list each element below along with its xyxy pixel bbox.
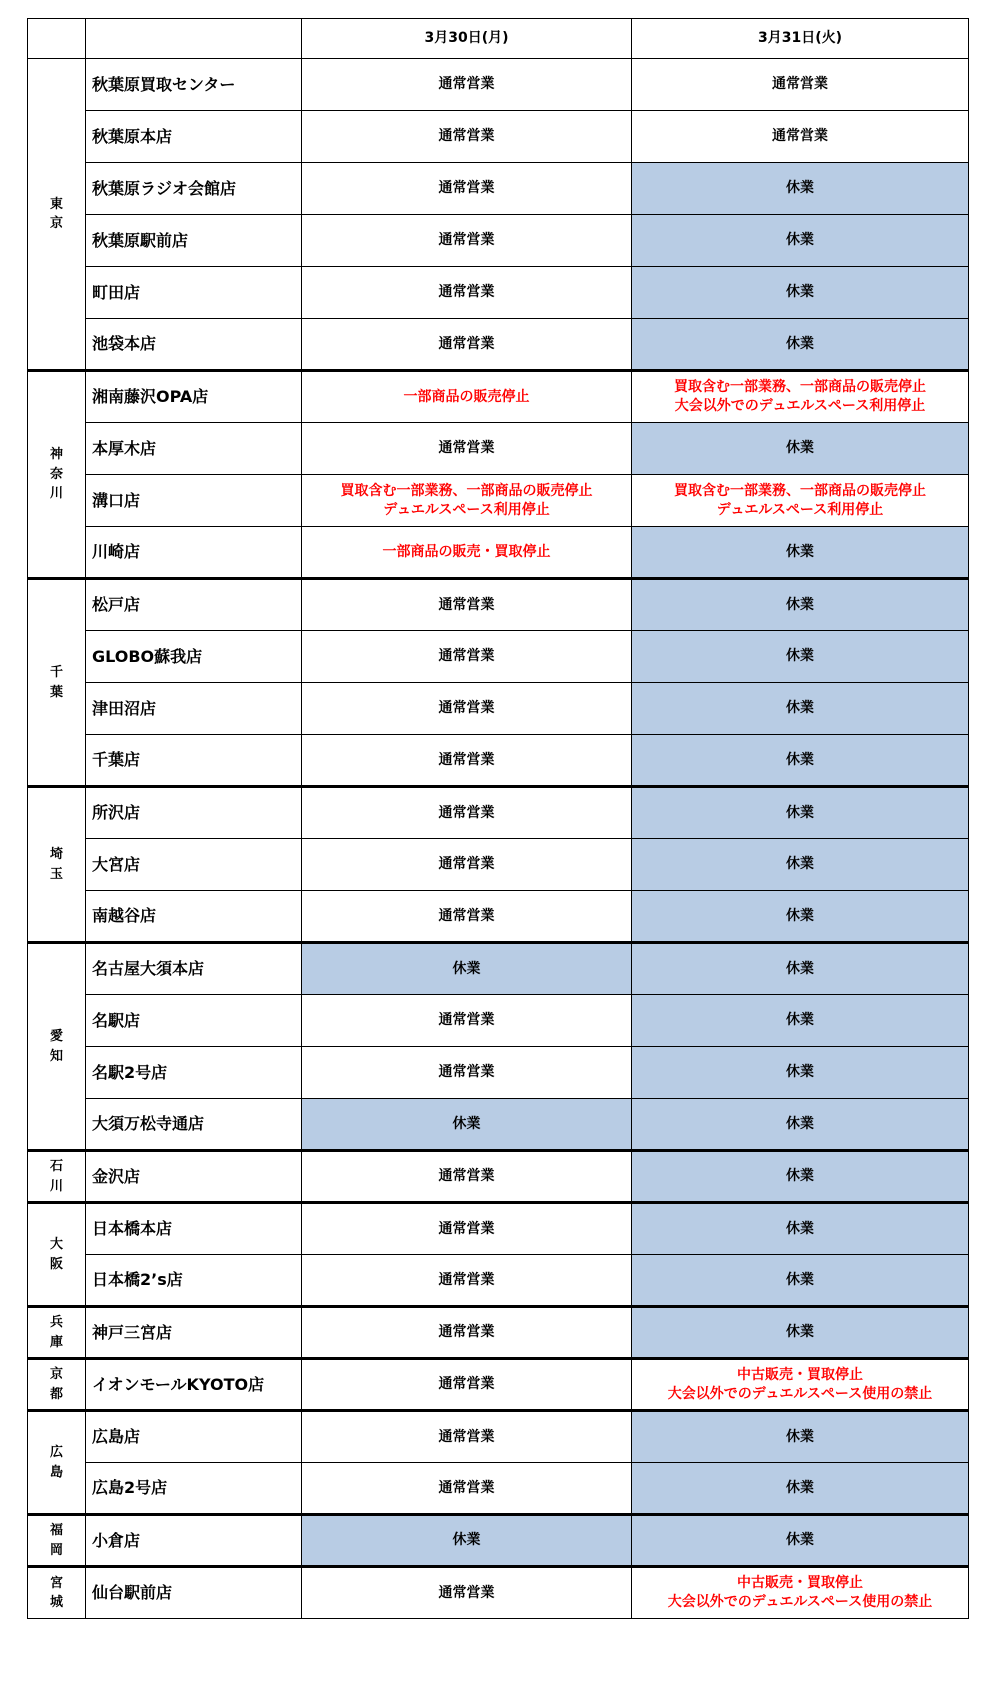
day2-status-cell bbox=[632, 1359, 969, 1411]
status-text: 通常営業 bbox=[772, 76, 828, 93]
region-label: 福岡 bbox=[50, 1523, 64, 1558]
store-name-cell: イオンモールKYOTO店 bbox=[86, 1359, 302, 1411]
store-name-cell: 名古屋大須本店 bbox=[86, 943, 302, 995]
region-label: 広島 bbox=[50, 1445, 64, 1480]
status-text: 通常営業 bbox=[438, 1220, 495, 1237]
status-text: 休業 bbox=[786, 804, 814, 821]
store-name-cell: 松戸店 bbox=[86, 579, 302, 631]
day1-status-cell bbox=[302, 1567, 632, 1619]
region-cell bbox=[28, 1307, 86, 1359]
status-text: 休業 bbox=[452, 1532, 481, 1549]
table-row bbox=[28, 1307, 969, 1359]
day1-status-cell bbox=[302, 1463, 632, 1515]
store-name-cell: 秋葉原駅前店 bbox=[86, 215, 302, 267]
status-text: 中古販売・買取停止 bbox=[737, 1366, 863, 1383]
status-text: 通常営業 bbox=[438, 700, 495, 717]
status-text: 休業 bbox=[786, 1271, 814, 1288]
status-text: 休業 bbox=[786, 1428, 814, 1445]
day2-status-cell bbox=[632, 943, 969, 995]
status-text: 通常営業 bbox=[438, 180, 495, 197]
status-text: 通常営業 bbox=[438, 1428, 495, 1445]
table-row bbox=[28, 527, 969, 579]
day1-status-cell bbox=[302, 1515, 632, 1567]
day2-status-cell bbox=[632, 371, 969, 423]
day2-status-cell bbox=[632, 267, 969, 319]
table-row bbox=[28, 943, 969, 995]
status-text: 休業 bbox=[786, 907, 814, 924]
table-row bbox=[28, 891, 969, 943]
day2-status-cell bbox=[632, 319, 969, 371]
store-name-cell: 溝口店 bbox=[86, 475, 302, 527]
day1-status-cell bbox=[302, 1307, 632, 1359]
region-label: 東京 bbox=[50, 196, 64, 231]
day2-status-cell bbox=[632, 215, 969, 267]
day2-status-cell bbox=[632, 475, 969, 527]
store-name-cell: 神戸三宮店 bbox=[86, 1307, 302, 1359]
day1-status-cell bbox=[302, 1359, 632, 1411]
region-label: 神奈川 bbox=[50, 447, 64, 502]
status-text: 休業 bbox=[786, 543, 814, 560]
table-header bbox=[28, 19, 969, 59]
region-label: 兵庫 bbox=[50, 1315, 64, 1350]
day1-status-cell bbox=[302, 1255, 632, 1307]
day2-status-cell bbox=[632, 1307, 969, 1359]
region-label: 埼玉 bbox=[50, 847, 64, 882]
store-name-cell: 名駅店 bbox=[86, 995, 302, 1047]
table-row bbox=[28, 1411, 969, 1463]
status-text: 休業 bbox=[452, 1115, 481, 1132]
table-row bbox=[28, 215, 969, 267]
day1-status-cell bbox=[302, 59, 632, 111]
table-row bbox=[28, 1515, 969, 1567]
region-cell bbox=[28, 1567, 86, 1619]
table-row bbox=[28, 475, 969, 527]
store-name-cell: 町田店 bbox=[86, 267, 302, 319]
day2-status-cell bbox=[632, 527, 969, 579]
status-text: 一部商品の販売・買取停止 bbox=[382, 543, 551, 560]
status-text: 休業 bbox=[786, 700, 814, 717]
status-text: 中古販売・買取停止 bbox=[737, 1575, 863, 1592]
status-text: 休業 bbox=[786, 1115, 814, 1132]
header-day1-cell: 3月30日(月) bbox=[302, 19, 632, 59]
table-row bbox=[28, 683, 969, 735]
status-text: 通常営業 bbox=[438, 1584, 495, 1601]
status-text: 通常営業 bbox=[438, 440, 495, 457]
region-cell bbox=[28, 59, 86, 371]
day1-status-cell bbox=[302, 995, 632, 1047]
status-text: 通常営業 bbox=[438, 76, 495, 93]
header-day2-cell: 3月31日(火) bbox=[632, 19, 969, 59]
day2-status-cell bbox=[632, 579, 969, 631]
status-text: 休業 bbox=[786, 440, 814, 457]
table-row bbox=[28, 839, 969, 891]
status-text: 休業 bbox=[786, 180, 814, 197]
day1-status-cell bbox=[302, 1047, 632, 1099]
table-row bbox=[28, 1151, 969, 1203]
day1-status-cell bbox=[302, 1203, 632, 1255]
table-row bbox=[28, 163, 969, 215]
day2-status-cell bbox=[632, 1151, 969, 1203]
status-text: 通常営業 bbox=[438, 751, 495, 768]
table-row bbox=[28, 735, 969, 787]
day1-status-cell bbox=[302, 163, 632, 215]
store-name-cell: 本厚木店 bbox=[86, 423, 302, 475]
day1-status-cell bbox=[302, 1099, 632, 1151]
day1-status-cell bbox=[302, 215, 632, 267]
status-text: 休業 bbox=[786, 1479, 814, 1496]
store-name-cell: 池袋本店 bbox=[86, 319, 302, 371]
table-row bbox=[28, 579, 969, 631]
region-cell bbox=[28, 1151, 86, 1203]
status-text: 休業 bbox=[452, 960, 481, 977]
status-text: 通常営業 bbox=[772, 128, 828, 145]
region-label: 愛知 bbox=[50, 1029, 64, 1064]
status-text: 休業 bbox=[786, 232, 814, 249]
status-text: 休業 bbox=[786, 1064, 814, 1081]
table-row bbox=[28, 1463, 969, 1515]
store-name-cell: GLOBO蘇我店 bbox=[86, 631, 302, 683]
store-schedule-table bbox=[27, 18, 969, 1619]
status-text: 休業 bbox=[786, 1324, 814, 1341]
status-text: 通常営業 bbox=[438, 1376, 495, 1393]
day2-status-cell bbox=[632, 891, 969, 943]
table-body bbox=[28, 59, 969, 1619]
day2-status-cell bbox=[632, 735, 969, 787]
day1-status-cell bbox=[302, 267, 632, 319]
table-row bbox=[28, 787, 969, 839]
day2-status-cell bbox=[632, 995, 969, 1047]
table-row bbox=[28, 995, 969, 1047]
region-cell bbox=[28, 579, 86, 787]
status-text: デュエルスペース利用停止 bbox=[716, 501, 884, 518]
day2-status-cell bbox=[632, 1203, 969, 1255]
day2-status-cell bbox=[632, 839, 969, 891]
status-text: 通常営業 bbox=[438, 335, 495, 352]
day2-status-cell bbox=[632, 787, 969, 839]
header-region-cell bbox=[28, 19, 86, 59]
store-name-cell: 湘南藤沢OPA店 bbox=[86, 371, 302, 423]
region-cell bbox=[28, 1515, 86, 1567]
day1-status-cell bbox=[302, 839, 632, 891]
region-cell bbox=[28, 943, 86, 1151]
store-name-cell: 南越谷店 bbox=[86, 891, 302, 943]
header-store-cell bbox=[86, 19, 302, 59]
table-row bbox=[28, 1047, 969, 1099]
status-text: 通常営業 bbox=[438, 596, 495, 613]
day2-status-cell bbox=[632, 1255, 969, 1307]
store-name-cell: 仙台駅前店 bbox=[86, 1567, 302, 1619]
header-row bbox=[28, 19, 969, 59]
day2-status-cell bbox=[632, 631, 969, 683]
status-text: 通常営業 bbox=[438, 1271, 495, 1288]
store-name-cell: 大須万松寺通店 bbox=[86, 1099, 302, 1151]
day1-status-cell bbox=[302, 631, 632, 683]
status-text: 休業 bbox=[786, 1532, 814, 1549]
store-name-cell: 千葉店 bbox=[86, 735, 302, 787]
status-text: 休業 bbox=[786, 960, 814, 977]
table-row bbox=[28, 1255, 969, 1307]
status-text: 大会以外でのデュエルスペース利用停止 bbox=[674, 398, 926, 414]
region-cell bbox=[28, 1411, 86, 1515]
region-cell bbox=[28, 1359, 86, 1411]
day1-status-cell bbox=[302, 1151, 632, 1203]
day2-status-cell bbox=[632, 59, 969, 111]
day2-status-cell bbox=[632, 1047, 969, 1099]
day1-status-cell bbox=[302, 527, 632, 579]
status-text: 通常営業 bbox=[438, 128, 495, 145]
day2-status-cell bbox=[632, 111, 969, 163]
status-text: 休業 bbox=[786, 596, 814, 613]
table-row bbox=[28, 267, 969, 319]
store-name-cell: 日本橋本店 bbox=[86, 1203, 302, 1255]
table-row bbox=[28, 319, 969, 371]
status-text: 大会以外でのデュエルスペース使用の禁止 bbox=[667, 1385, 933, 1402]
table-row bbox=[28, 371, 969, 423]
day2-status-cell bbox=[632, 1099, 969, 1151]
status-text: 一部商品の販売停止 bbox=[403, 388, 530, 405]
store-name-cell: 広島店 bbox=[86, 1411, 302, 1463]
status-text: 通常営業 bbox=[438, 907, 495, 924]
status-text: 通常営業 bbox=[438, 648, 495, 665]
day1-status-cell bbox=[302, 683, 632, 735]
status-text: 通常営業 bbox=[438, 856, 495, 873]
status-text: 休業 bbox=[786, 648, 814, 665]
day2-status-cell bbox=[632, 683, 969, 735]
status-text: 休業 bbox=[786, 335, 814, 352]
table-row bbox=[28, 1567, 969, 1619]
region-cell bbox=[28, 1203, 86, 1307]
table-row bbox=[28, 1203, 969, 1255]
store-name-cell: 川崎店 bbox=[86, 527, 302, 579]
status-text: 買取含む一部業務、一部商品の販売停止 bbox=[674, 482, 926, 499]
day2-status-cell bbox=[632, 1515, 969, 1567]
store-name-cell: 金沢店 bbox=[86, 1151, 302, 1203]
day1-status-cell bbox=[302, 371, 632, 423]
day1-status-cell bbox=[302, 111, 632, 163]
status-text: 休業 bbox=[786, 1220, 814, 1237]
store-name-cell: 秋葉原買取センター bbox=[86, 59, 302, 111]
status-text: 通常営業 bbox=[438, 1324, 495, 1341]
status-text: 休業 bbox=[786, 284, 814, 301]
store-name-cell: 津田沼店 bbox=[86, 683, 302, 735]
day1-status-cell bbox=[302, 475, 632, 527]
day2-status-cell bbox=[632, 1567, 969, 1619]
status-text: 休業 bbox=[786, 856, 814, 873]
status-text: 通常営業 bbox=[438, 1064, 495, 1081]
table-row bbox=[28, 1099, 969, 1151]
store-name-cell: 日本橋2’s店 bbox=[86, 1255, 302, 1307]
table-row bbox=[28, 631, 969, 683]
status-text: 買取含む一部業務、一部商品の販売停止 bbox=[340, 482, 593, 499]
region-cell bbox=[28, 371, 86, 579]
status-text: 大会以外でのデュエルスペース使用の禁止 bbox=[667, 1594, 933, 1610]
status-text: 通常営業 bbox=[438, 1168, 495, 1185]
day1-status-cell bbox=[302, 891, 632, 943]
day1-status-cell bbox=[302, 319, 632, 371]
region-cell bbox=[28, 787, 86, 943]
store-name-cell: 秋葉原本店 bbox=[86, 111, 302, 163]
store-name-cell: 広島2号店 bbox=[86, 1463, 302, 1515]
status-text: 休業 bbox=[786, 751, 814, 768]
status-text: 通常営業 bbox=[438, 804, 495, 821]
table-row bbox=[28, 111, 969, 163]
region-label: 大阪 bbox=[50, 1237, 64, 1272]
status-text: 通常営業 bbox=[438, 284, 495, 301]
table-row bbox=[28, 59, 969, 111]
store-name-cell: 秋葉原ラジオ会館店 bbox=[86, 163, 302, 215]
table-row bbox=[28, 423, 969, 475]
status-text: 通常営業 bbox=[438, 1012, 495, 1029]
region-label: 石川 bbox=[50, 1159, 64, 1194]
store-name-cell: 所沢店 bbox=[86, 787, 302, 839]
day1-status-cell bbox=[302, 579, 632, 631]
day2-status-cell bbox=[632, 1411, 969, 1463]
region-label: 京都 bbox=[50, 1367, 64, 1402]
status-text: 買取含む一部業務、一部商品の販売停止 bbox=[674, 379, 926, 396]
status-text: 休業 bbox=[786, 1168, 814, 1185]
region-label: 宮城 bbox=[50, 1575, 64, 1610]
status-text: 通常営業 bbox=[438, 232, 495, 249]
day2-status-cell bbox=[632, 1463, 969, 1515]
status-text: 休業 bbox=[786, 1012, 814, 1029]
day2-status-cell bbox=[632, 423, 969, 475]
day2-status-cell bbox=[632, 163, 969, 215]
day1-status-cell bbox=[302, 735, 632, 787]
day1-status-cell bbox=[302, 943, 632, 995]
day1-status-cell bbox=[302, 787, 632, 839]
day1-status-cell bbox=[302, 423, 632, 475]
day1-status-cell bbox=[302, 1411, 632, 1463]
table-row bbox=[28, 1359, 969, 1411]
store-name-cell: 大宮店 bbox=[86, 839, 302, 891]
region-label: 千葉 bbox=[50, 665, 64, 700]
status-text: 通常営業 bbox=[438, 1479, 495, 1496]
store-name-cell: 小倉店 bbox=[86, 1515, 302, 1567]
status-text: デュエルスペース利用停止 bbox=[383, 501, 550, 518]
store-name-cell: 名駅2号店 bbox=[86, 1047, 302, 1099]
